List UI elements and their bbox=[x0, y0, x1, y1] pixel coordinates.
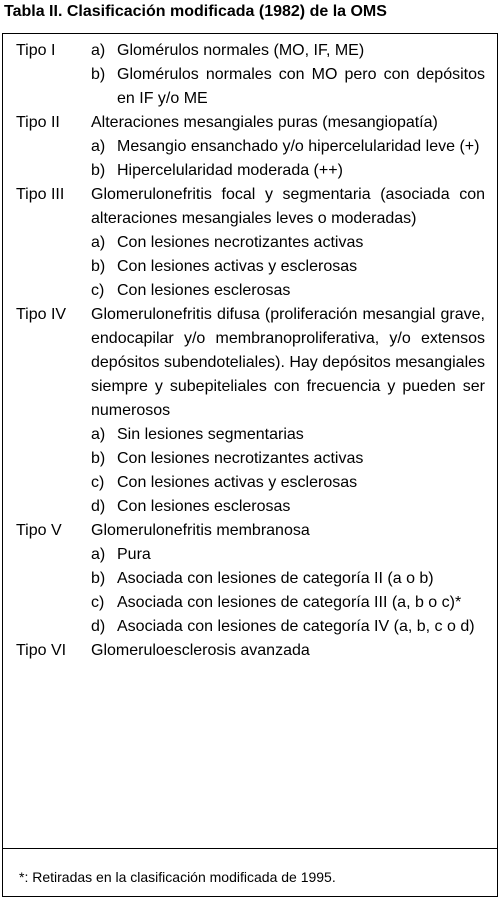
list-item bbox=[91, 591, 485, 615]
row-type-label: Tipo IV bbox=[16, 306, 67, 323]
row-subitems bbox=[91, 423, 485, 519]
list-item-marker: c) bbox=[91, 594, 105, 611]
list-item-text: Asociada con lesiones de categoría III (a, b o c)* bbox=[117, 594, 462, 611]
footnote-divider bbox=[3, 848, 497, 849]
list-item-text: Con lesiones necrotizantes activas bbox=[117, 450, 364, 467]
list-item-marker: a) bbox=[91, 426, 106, 443]
row-type-label: Tipo I bbox=[16, 42, 56, 59]
list-item-text: Asociada con lesiones de categoría II (a o b) bbox=[117, 570, 434, 587]
list-item-marker: a) bbox=[91, 234, 106, 251]
row-description: Glomerulonefritis difusa (proliferación mesangial grave, endocapilar y/o membranoproliferativa, y/o extensos depósitos subendoteliales). Hay depósitos mesangiales siempre y subepiteliales con frecuencia y pueden ser numerosos bbox=[91, 306, 486, 419]
list-item-marker: b) bbox=[91, 162, 106, 179]
list-item bbox=[91, 615, 485, 639]
list-item-marker: a) bbox=[91, 42, 106, 59]
list-item-text: Con lesiones activas y esclerosas bbox=[117, 258, 358, 275]
list-item bbox=[91, 63, 485, 111]
table-row bbox=[3, 111, 497, 183]
list-item bbox=[91, 543, 485, 567]
list-item-text: Pura bbox=[117, 546, 151, 563]
list-item bbox=[91, 231, 485, 255]
list-item-marker: c) bbox=[91, 282, 105, 299]
row-description: Alteraciones mesangiales puras (mesangiopatía) bbox=[91, 114, 438, 131]
table-row bbox=[3, 39, 497, 111]
list-item-text: Glomérulos normales (MO, IF, ME) bbox=[117, 42, 365, 59]
list-item-text: Con lesiones esclerosas bbox=[117, 282, 291, 299]
table-row bbox=[3, 303, 497, 519]
row-description: Glomeruloesclerosis avanzada bbox=[91, 642, 310, 659]
list-item-marker: a) bbox=[91, 546, 106, 563]
table-row bbox=[3, 183, 497, 303]
list-item-text: Hipercelularidad moderada (++) bbox=[117, 162, 343, 179]
table-row bbox=[3, 519, 497, 639]
row-subitems bbox=[91, 39, 485, 111]
row-subitems bbox=[91, 231, 485, 303]
list-item-marker: a) bbox=[91, 138, 106, 155]
row-type-label: Tipo II bbox=[16, 114, 60, 131]
list-item bbox=[91, 255, 485, 279]
row-subitems bbox=[91, 543, 485, 639]
row-type-label: Tipo V bbox=[16, 522, 62, 539]
list-item-marker: c) bbox=[91, 474, 105, 491]
table-title: Tabla II. Clasificación modificada (1982) de la OMS bbox=[4, 3, 387, 20]
list-item-text: Mesangio ensanchado y/o hipercelularidad leve (+) bbox=[117, 138, 480, 155]
row-type-label: Tipo VI bbox=[16, 642, 67, 659]
list-item-text: Con lesiones necrotizantes activas bbox=[117, 234, 364, 251]
list-item-text: Glomérulos normales con MO pero con depósitos en IF y/o ME bbox=[117, 66, 485, 107]
list-item bbox=[91, 159, 485, 183]
list-item bbox=[91, 447, 485, 471]
list-item bbox=[91, 135, 485, 159]
list-item bbox=[91, 495, 485, 519]
list-item bbox=[91, 279, 485, 303]
classification-table bbox=[2, 33, 498, 897]
list-item-marker: b) bbox=[91, 66, 106, 83]
list-item bbox=[91, 471, 485, 495]
table-row bbox=[3, 639, 497, 663]
list-item-marker: d) bbox=[91, 618, 106, 635]
list-item-text: Con lesiones esclerosas bbox=[117, 498, 291, 515]
footnote: *: Retiradas en la clasificación modificada de 1995. bbox=[19, 869, 336, 885]
row-subitems bbox=[91, 135, 485, 183]
list-item-text: Asociada con lesiones de categoría IV (a, b, c o d) bbox=[117, 618, 475, 635]
list-item bbox=[91, 39, 485, 63]
row-description: Glomerulonefritis focal y segmentaria (asociada con alteraciones mesangiales leves o moderadas) bbox=[91, 186, 485, 227]
row-type-label: Tipo III bbox=[16, 186, 65, 203]
list-item-text: Sin lesiones segmentarias bbox=[117, 426, 304, 443]
list-item-marker: d) bbox=[91, 498, 106, 515]
list-item-marker: b) bbox=[91, 450, 106, 467]
table-body bbox=[3, 39, 497, 663]
row-description: Glomerulonefritis membranosa bbox=[91, 522, 310, 539]
list-item-marker: b) bbox=[91, 258, 106, 275]
list-item-text: Con lesiones activas y esclerosas bbox=[117, 474, 358, 491]
list-item-marker: b) bbox=[91, 570, 106, 587]
list-item bbox=[91, 567, 485, 591]
list-item bbox=[91, 423, 485, 447]
